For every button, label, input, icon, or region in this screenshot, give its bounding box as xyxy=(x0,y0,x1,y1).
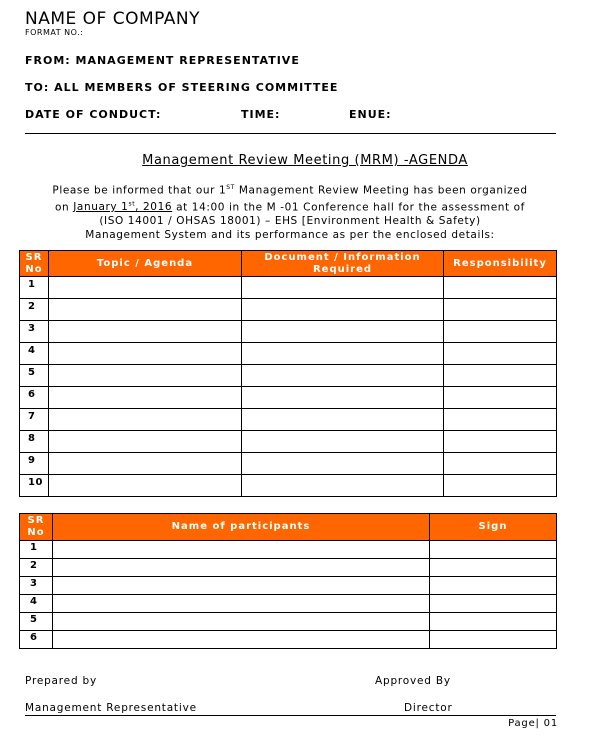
participant-row xyxy=(20,541,557,559)
agenda-topic-cell xyxy=(49,409,242,431)
director-label: Director xyxy=(404,702,453,714)
agenda-document-cell xyxy=(242,343,444,365)
participant-sign-cell xyxy=(430,541,557,559)
agenda-document-cell xyxy=(242,299,444,321)
participant-sr-number: 3 xyxy=(20,577,53,595)
participant-sign-cell xyxy=(430,613,557,631)
agenda-sr-number: 4 xyxy=(20,343,49,365)
agenda-table xyxy=(19,250,557,497)
agenda-row xyxy=(20,475,557,497)
agenda-document-cell xyxy=(242,409,444,431)
participant-row xyxy=(20,595,557,613)
intro-text-2: Management Review Meeting has been organized xyxy=(234,184,528,197)
agenda-responsibility-cell xyxy=(444,277,557,299)
agenda-sr-number: 5 xyxy=(20,365,49,387)
participant-name-cell xyxy=(53,631,430,649)
participant-row xyxy=(20,577,557,595)
agenda-header-sr: SR No xyxy=(20,251,49,277)
participant-name-cell xyxy=(53,541,430,559)
participant-name-cell xyxy=(53,559,430,577)
participant-sr-number: 4 xyxy=(20,595,53,613)
agenda-document-cell xyxy=(242,475,444,497)
participant-row xyxy=(20,631,557,649)
agenda-topic-cell xyxy=(49,321,242,343)
approved-by-label: Approved By xyxy=(375,675,451,687)
agenda-responsibility-cell xyxy=(444,387,557,409)
agenda-document-cell xyxy=(242,453,444,475)
agenda-header-responsibility: Responsibility xyxy=(444,251,557,277)
intro-text-5: (ISO 14001 / OHSAS 18001) – EHS [Environment Health & Safety) xyxy=(99,215,481,227)
agenda-topic-cell xyxy=(49,475,242,497)
format-number: FORMAT NO.: xyxy=(25,28,84,37)
management-rep-label: Management Representative xyxy=(25,702,197,714)
agenda-topic-cell xyxy=(49,277,242,299)
agenda-row xyxy=(20,431,557,453)
agenda-topic-cell xyxy=(49,365,242,387)
agenda-document-cell xyxy=(242,365,444,387)
participant-sign-cell xyxy=(430,577,557,595)
from-line: FROM: MANAGEMENT REPRESENTATIVE xyxy=(25,54,300,67)
participants-header-row xyxy=(20,514,557,541)
agenda-sr-number: 2 xyxy=(20,299,49,321)
company-name: NAME OF COMPANY xyxy=(25,9,201,29)
participant-name-cell xyxy=(53,613,430,631)
agenda-sr-number: 10 xyxy=(20,475,49,497)
agenda-responsibility-cell xyxy=(444,321,557,343)
participant-sign-cell xyxy=(430,595,557,613)
agenda-header-topic: Topic / Agenda xyxy=(49,251,242,277)
agenda-responsibility-cell xyxy=(444,299,557,321)
agenda-document-cell xyxy=(242,431,444,453)
intro-text-6: Management System and its performance as per the enclosed details: xyxy=(85,229,495,241)
participant-sign-cell xyxy=(430,559,557,577)
agenda-sr-number: 8 xyxy=(20,431,49,453)
agenda-row xyxy=(20,299,557,321)
participants-header-name: Name of participants xyxy=(53,514,430,541)
agenda-responsibility-cell xyxy=(444,453,557,475)
agenda-sr-number: 1 xyxy=(20,277,49,299)
agenda-topic-cell xyxy=(49,453,242,475)
prepared-by-label: Prepared by xyxy=(25,675,98,687)
agenda-row xyxy=(20,453,557,475)
intro-text-1: Please be informed that our 1 xyxy=(52,184,227,197)
time-label: TIME: xyxy=(241,108,281,121)
agenda-topic-cell xyxy=(49,431,242,453)
agenda-sr-number: 3 xyxy=(20,321,49,343)
participant-sr-number: 5 xyxy=(20,613,53,631)
participant-name-cell xyxy=(53,595,430,613)
agenda-header-document: Document / Information Required xyxy=(242,251,444,277)
header-divider xyxy=(25,133,556,134)
participants-header-sign: Sign xyxy=(430,514,557,541)
participants-table xyxy=(19,513,557,649)
intro-text-4: at 14:00 in the M -01 Conference hall for the assessment of xyxy=(172,201,525,213)
agenda-document-cell xyxy=(242,321,444,343)
agenda-header-row xyxy=(20,251,557,277)
page-title: Management Review Meeting (MRM) -AGENDA xyxy=(142,153,468,168)
intro-paragraph xyxy=(20,181,560,242)
participant-sr-number: 2 xyxy=(20,559,53,577)
agenda-row xyxy=(20,277,557,299)
agenda-document-cell xyxy=(242,277,444,299)
agenda-responsibility-cell xyxy=(444,365,557,387)
to-line: TO: ALL MEMBERS OF STEERING COMMITTEE xyxy=(25,81,339,94)
agenda-responsibility-cell xyxy=(444,475,557,497)
participants-header-sr: SR No xyxy=(20,514,53,541)
agenda-sr-number: 7 xyxy=(20,409,49,431)
agenda-document-cell xyxy=(242,387,444,409)
agenda-row xyxy=(20,409,557,431)
agenda-topic-cell xyxy=(49,387,242,409)
participant-sr-number: 6 xyxy=(20,631,53,649)
agenda-topic-cell xyxy=(49,299,242,321)
agenda-sr-number: 9 xyxy=(20,453,49,475)
agenda-responsibility-cell xyxy=(444,343,557,365)
agenda-row xyxy=(20,321,557,343)
agenda-topic-cell xyxy=(49,343,242,365)
footer-divider xyxy=(25,715,556,716)
participant-sr-number: 1 xyxy=(20,541,53,559)
agenda-row xyxy=(20,343,557,365)
agenda-responsibility-cell xyxy=(444,409,557,431)
agenda-row xyxy=(20,365,557,387)
page-number: Page| 01 xyxy=(508,718,558,729)
intro-text-3: on xyxy=(55,201,74,213)
meeting-date: January 1st, 2016 xyxy=(73,200,173,213)
agenda-sr-number: 6 xyxy=(20,387,49,409)
agenda-row xyxy=(20,387,557,409)
participant-row xyxy=(20,613,557,631)
participant-name-cell xyxy=(53,577,430,595)
date-label: DATE OF CONDUCT: xyxy=(25,108,162,121)
participant-sign-cell xyxy=(430,631,557,649)
participant-row xyxy=(20,559,557,577)
venue-label: ENUE: xyxy=(349,108,392,121)
agenda-responsibility-cell xyxy=(444,431,557,453)
intro-sup: ST xyxy=(226,184,235,191)
